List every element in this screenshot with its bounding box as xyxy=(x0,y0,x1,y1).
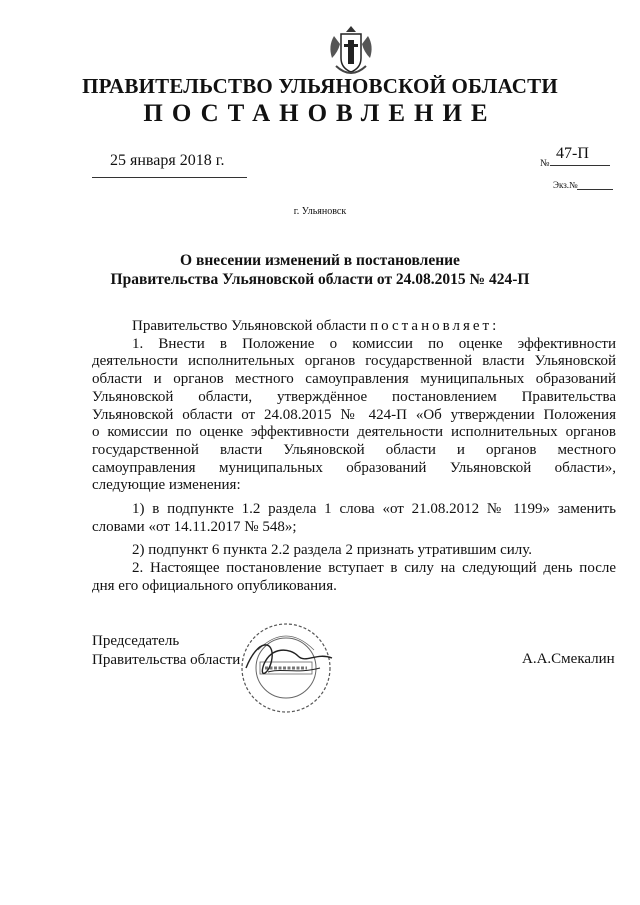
paragraph-line: Ульяновской области от 24.08.2015 № 424-П «Об утверждении Положения xyxy=(92,406,616,423)
signatory-name: А.А.Смекалин xyxy=(522,651,615,667)
position-line: Правительства области xyxy=(92,652,241,668)
paragraph-line: 2) подпункт 6 пункта 2.2 раздела 2 признать утратившим силу. xyxy=(132,542,533,559)
subject-line: Правительства Ульяновской области от 24.08.2015 № 424-П xyxy=(110,271,530,288)
handwritten-signature-icon xyxy=(228,628,348,698)
preamble-verb: постановляет: xyxy=(370,318,500,334)
preamble-text: Правительство Ульяновской области xyxy=(132,318,371,334)
date-underline xyxy=(92,177,247,178)
document-type: ПОСТАНОВЛЕНИЕ xyxy=(143,100,497,127)
paragraph-line: Ульяновской области, утверждённое постановлением Правительства xyxy=(92,388,616,405)
document-number: 47-П xyxy=(556,145,589,162)
paragraph-line: самоуправления муниципальных образований Ульяновской области», xyxy=(92,459,616,476)
document-body xyxy=(92,318,616,596)
document-date: 25 января 2018 г. xyxy=(110,152,225,169)
paragraph-line: дня его официального опубликования. xyxy=(92,577,337,594)
government-title: ПРАВИТЕЛЬСТВО УЛЬЯНОВСКОЙ ОБЛАСТИ xyxy=(82,74,558,98)
preamble xyxy=(92,318,616,336)
paragraph-line: 1. Внести в Положение о комиссии по оценке эффективности xyxy=(132,335,616,352)
document-subject xyxy=(0,251,640,289)
city: г. Ульяновск xyxy=(293,206,347,217)
paragraph-line: деятельности исполнительных органов государственной власти Ульяновской xyxy=(92,353,616,370)
subject-line: О внесении изменений в постановление xyxy=(180,252,460,269)
coat-of-arms-icon xyxy=(324,22,378,80)
number-label: № xyxy=(540,158,550,169)
position-line: Председатель xyxy=(92,633,180,649)
paragraph-line: 1) в подпункте 1.2 раздела 1 слова «от 21.08.2012 № 1199» заменить xyxy=(132,501,616,518)
paragraph-line: словами «от 14.11.2017 № 548»; xyxy=(92,518,297,535)
copy-number-label: Экз.№ xyxy=(553,180,578,190)
paragraph-line: о комиссии по оценке эффективности деятельности исполнительных органов xyxy=(92,424,616,441)
number-underline xyxy=(550,165,610,166)
copy-number-underline xyxy=(577,189,613,190)
paragraph-line: области и органов местного самоуправления муниципальных образований xyxy=(92,371,616,388)
paragraph-line: государственной власти Ульяновской области и органов местного xyxy=(92,441,616,458)
paragraph-line: следующие изменения: xyxy=(92,477,241,494)
signatory-position xyxy=(92,632,240,670)
paragraph-line: 2. Настоящее постановление вступает в силу на следующий день после xyxy=(132,560,616,577)
